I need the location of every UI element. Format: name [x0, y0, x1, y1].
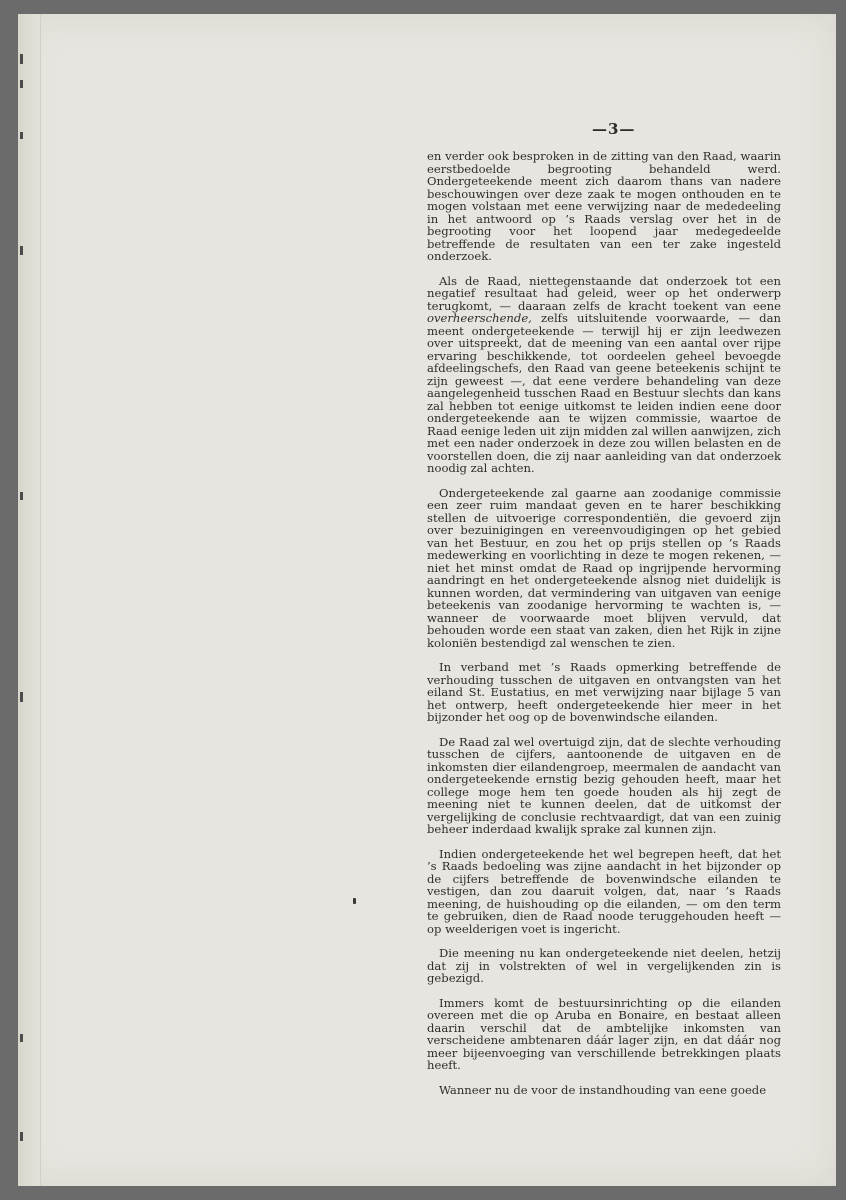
binding-edge [18, 14, 41, 1186]
emphasis-text: overheerschende, [427, 311, 532, 325]
paragraph-1 [427, 150, 781, 263]
page-number: —3— [592, 120, 636, 138]
paragraph-5 [427, 736, 781, 836]
binding-mark [20, 80, 23, 88]
binding-mark [20, 1034, 23, 1042]
document-body [427, 150, 781, 1108]
binding-mark [20, 132, 23, 139]
paragraph-text: Indien ondergeteekende het wel begrepen heeft, dat het ’s Raads bedoeling was zijne aandacht in het bijzonder op de cijfers betreffende de bovenwindsche eilanden te vestigen, dan zou daaruit volgen, dat, naar ’s Raads meening, de huishouding op die eilanden, — om den term te gebruiken, dien de Raad noode teruggehouden heeft — op weelderigen voet is ingericht. [427, 846, 781, 936]
paragraph-text: In verband met ’s Raads opmerking betreffende de verhouding tusschen de uitgaven en ontvangsten van het eiland St. Eustatius, en met verwijzing naar bijlage 5 van het ontwerp, heeft ondergeteekende hier meer in het bijzonder het oog op de bovenwindsche eilanden. [427, 660, 781, 724]
paragraph-text: Wanneer nu de voor de instandhouding van eene goede [439, 1082, 767, 1097]
paragraph-text: Ondergeteekende zal gaarne aan zoodanige commissie een zeer ruim mandaat geven en te harer beschikking stellen de uitvoerige correspondentiën, die gevoerd zijn over bezuinigingen en vereenvoudigingen op het gebied van het Bestuur, en zou het op prijs stellen op ’s Raads medewerking en voorlichting in deze te mogen rekenen, — niet het minst omdat de Raad op ingrijpende hervorming aandringt en het ondergeteekende alsnog niet duidelijk is kunnen worden, dat vermindering van uitgaven van eenige beteekenis van zoodanige hervorming te wachten is, — wanneer de voorwaarde moet blijven vervuld, dat behouden worde een staat van zaken, dien het Rijk in zijne koloniën bestendigd zal wenschen te zien. [427, 485, 781, 650]
binding-mark [20, 1132, 23, 1141]
paragraph-text: Immers komt de bestuursinrichting op die eilanden overeen met die op Aruba en Bonaire, en bestaat alleen daarin verschil dat de ambtelijke inkomsten van verscheidene ambtenaren dáár lager zijn, en dat dáár nog meer bijeenvoeging van verschillende betrekkingen plaats heeft. [427, 995, 781, 1072]
paragraph-3 [427, 487, 781, 650]
paragraph-text: en verder ook besproken in de zitting van den Raad, waarin eerstbedoelde begrooting behandeld werd. Ondergeteekende meent zich daarom thans van nadere beschouwingen over deze zaak te mogen onthouden en te mogen volstaan met eene verwijzing naar de mededeeling in het antwoord op ’s Raads verslag over het in de begrooting voor het loopend jaar medegedeelde betreffende de resultaten van een ter zake ingesteld onderzoek. [427, 149, 781, 263]
paragraph-text: zelfs uitsluitende voorwaarde, — dan meent ondergeteekende — terwijl hij er zijn leedwezen over uitspreekt, dat de meening van een aantal over rijpe ervaring beschikkende, tot oordeelen geheel bevoegde afdeelingschefs, den Raad van geene beteekenis schijnt te zijn geweest —, dat eene verdere behandeling van deze aangelegenheid tusschen Raad en Bestuur slechts dan kans zal hebben tot eenige uitkomst te leiden indien eene door ondergeteekende aan te wijzen commissie, waartoe de Raad eenige leden uit zijn midden zal willen aanwijzen, zich met een nader onderzoek in deze zou willen belasten en de voorstellen doen, die zij naar aanleiding van dat onderzoek noodig zal achten. [427, 311, 782, 475]
binding-mark [20, 692, 23, 702]
paragraph-text: De Raad zal wel overtuigd zijn, dat de slechte verhouding tusschen de cijfers, aantoonende de uitgaven en de inkomsten dier eilandengroep, meermalen de aandacht van ondergeteekende ernstig bezig gehouden heeft, maar het college moge hem ten goede houden als hij zegt de meening niet te kunnen deelen, dat de uitkomst der vergelijking de conclusie rechtvaardigt, dat van een zuinig beheer inderdaad kwalijk sprake zal kunnen zijn. [427, 734, 781, 836]
binding-mark [20, 54, 23, 64]
paragraph-4 [427, 661, 781, 724]
paragraph-6 [427, 848, 781, 936]
binding-mark [20, 246, 23, 255]
paragraph-text: Als de Raad, niettegenstaande dat onderzoek tot een negatief resultaat had geleid, weer op het onderwerp terugkomt, — daaraan zelfs de kracht toekent van eene [427, 273, 781, 313]
ink-speck [353, 898, 356, 904]
paragraph-7 [427, 947, 781, 985]
paragraph-text: Die meening nu kan ondergeteekende niet deelen, hetzij dat zij in volstrekten of wel in vergelijkenden zin is gebezigd. [427, 946, 781, 985]
paragraph-2 [427, 275, 781, 475]
binding-mark [20, 492, 23, 500]
paragraph-8 [427, 997, 781, 1072]
paragraph-9 [427, 1084, 781, 1097]
